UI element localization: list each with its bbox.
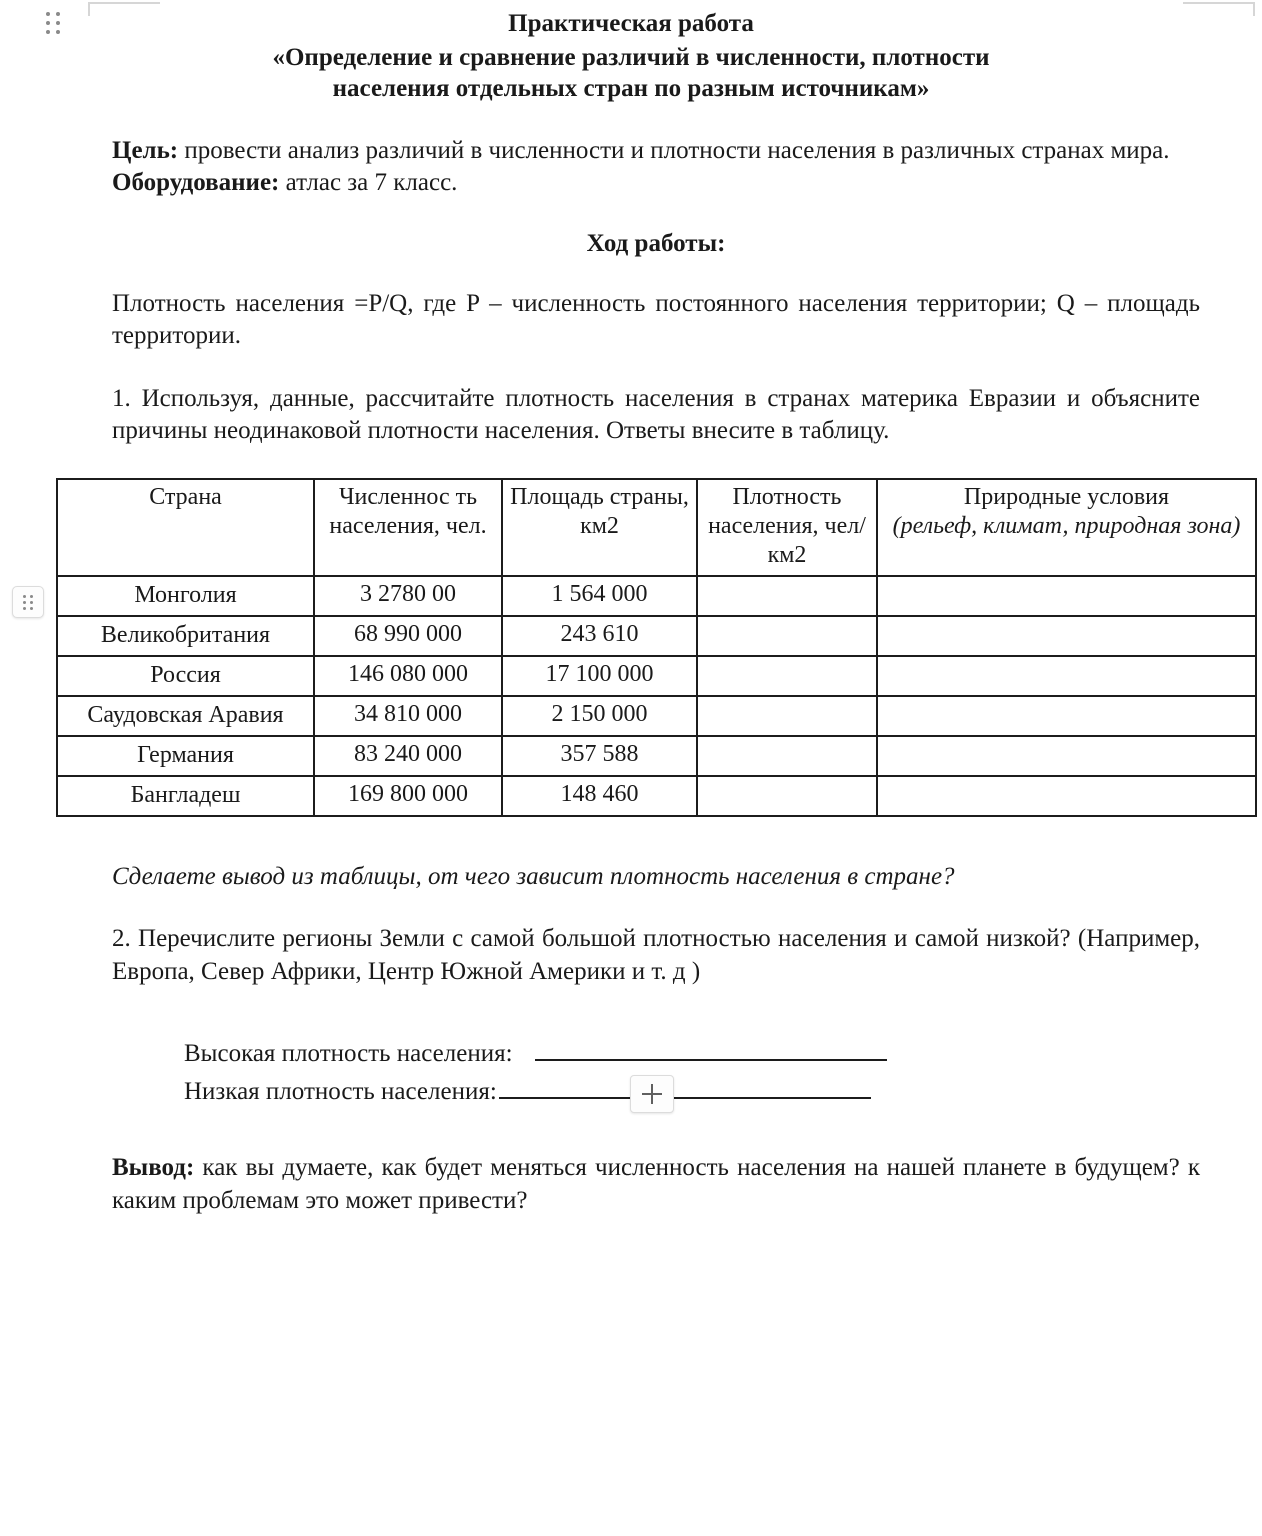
cell-nature[interactable]	[877, 696, 1256, 736]
goal-label: Цель:	[112, 136, 179, 164]
cell-country: Монголия	[57, 576, 314, 616]
cell-nature[interactable]	[877, 616, 1256, 656]
table-row	[57, 776, 1256, 816]
cell-population: 68 990 000	[314, 616, 502, 656]
cell-density[interactable]	[697, 656, 877, 696]
population-table-wrapper	[0, 478, 1262, 817]
final-label: Вывод:	[112, 1154, 195, 1182]
cell-density[interactable]	[697, 696, 877, 736]
table-header-row	[57, 479, 1256, 576]
answer-row-high	[184, 1032, 1200, 1070]
cell-population: 146 080 000	[314, 656, 502, 696]
final-conclusion-paragraph	[112, 1152, 1200, 1217]
title-line-2: «Определение и сравнение различий в численности, плотности	[272, 43, 990, 71]
cell-density[interactable]	[697, 576, 877, 616]
cell-area: 1 564 000	[502, 576, 697, 616]
conclusion-prompt: Сделаете вывод из таблицы, от чего зависит плотность населения в стране?	[112, 862, 955, 890]
table-row	[57, 616, 1256, 656]
table-row	[57, 696, 1256, 736]
col-header-density: Плотность населения, чел/км2	[697, 479, 877, 576]
col-header-population: Численнос ть населения, чел.	[314, 479, 502, 576]
cell-country: Россия	[57, 656, 314, 696]
answer-label-low: Низкая плотность населения:	[184, 1077, 497, 1105]
cell-nature[interactable]	[877, 576, 1256, 616]
task-1-paragraph: 1. Используя, данные, рассчитайте плотность населения в странах материка Евразии и объясните причины неодинаковой плотности населения. Ответы внесите в таблицу.	[112, 384, 1200, 444]
cell-country: Германия	[57, 736, 314, 776]
goal-paragraph	[112, 135, 1200, 168]
equipment-paragraph	[112, 167, 1200, 200]
document-title	[0, 0, 1262, 105]
task-2-paragraph: 2. Перечислите регионы Земли с самой большой плотностью населения и самой низкой? (Например, Европа, Север Африки, Центр Южной Америки и т. д )	[112, 925, 1200, 985]
final-text: как вы думаете, как будет меняться численность населения на нашей планете в будущем? к каким проблемам это может привести?	[112, 1154, 1200, 1214]
cell-population: 83 240 000	[314, 736, 502, 776]
population-density-table	[56, 478, 1257, 817]
answer-input-high[interactable]	[535, 1032, 887, 1060]
cell-area: 17 100 000	[502, 656, 697, 696]
col-header-nature	[877, 479, 1256, 576]
col-header-nature-main: Природные условия	[963, 483, 1170, 510]
title-line-3: населения отдельных стран по разным источникам»	[332, 75, 930, 102]
cell-nature[interactable]	[877, 656, 1256, 696]
col-header-area: Площадь страны, км2	[502, 479, 697, 576]
table-row	[57, 736, 1256, 776]
plus-icon	[642, 1084, 662, 1104]
cell-nature[interactable]	[877, 776, 1256, 816]
cell-area: 243 610	[502, 616, 697, 656]
col-header-nature-sub: (рельеф, климат, природная зона)	[892, 512, 1241, 539]
cell-population: 169 800 000	[314, 776, 502, 816]
cell-country: Бангладеш	[57, 776, 314, 816]
col-header-country: Страна	[57, 479, 314, 576]
answer-input-low[interactable]	[499, 1070, 871, 1098]
cell-density[interactable]	[697, 736, 877, 776]
goal-text: провести анализ различий в численности и плотности населения в различных странах мира.	[178, 136, 1170, 164]
cell-area: 2 150 000	[502, 696, 697, 736]
table-row	[57, 576, 1256, 616]
table-row	[57, 656, 1256, 696]
equipment-label: Оборудование:	[112, 169, 280, 196]
equipment-text: атлас за 7 класс.	[279, 169, 458, 196]
answer-row-low	[184, 1070, 1200, 1108]
cell-density[interactable]	[697, 616, 877, 656]
title-line-1: Практическая работа	[508, 10, 754, 37]
cell-population: 3 2780 00	[314, 576, 502, 616]
cell-country: Саудовская Аравия	[57, 696, 314, 736]
add-row-button[interactable]	[630, 1075, 674, 1113]
cell-area: 357 588	[502, 736, 697, 776]
cell-area: 148 460	[502, 776, 697, 816]
answer-label-high: Высокая плотность населения:	[184, 1039, 513, 1067]
formula-paragraph: Плотность населения =P/Q, где P – численность постоянного населения территории; Q – площадь территории.	[112, 289, 1200, 349]
cell-population: 34 810 000	[314, 696, 502, 736]
cell-country: Великобритания	[57, 616, 314, 656]
cell-density[interactable]	[697, 776, 877, 816]
procedure-heading: Ход работы:	[586, 229, 726, 257]
cell-nature[interactable]	[877, 736, 1256, 776]
